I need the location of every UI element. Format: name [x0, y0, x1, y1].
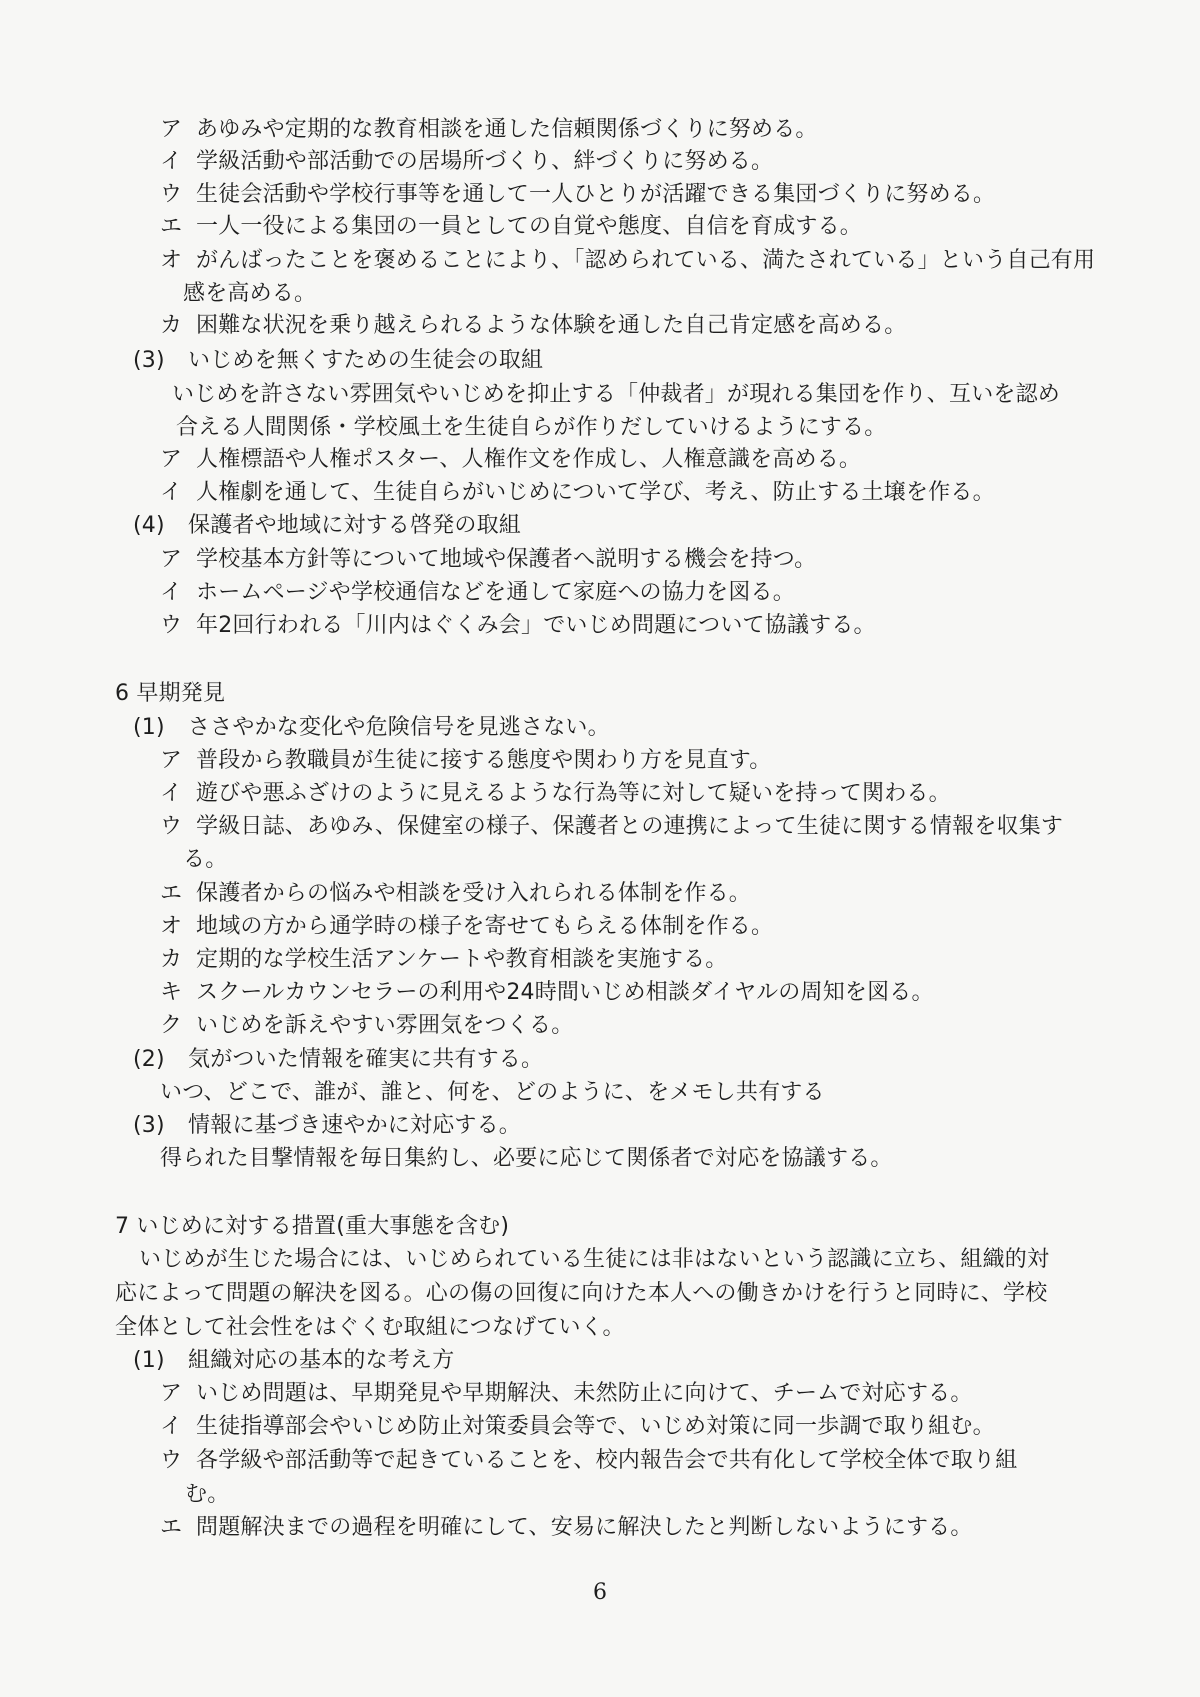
list-item-continuation: 感を高める。	[183, 281, 317, 306]
paragraph-line: いつ、どこで、誰が、誰と、何を、どのように、をメモし共有する	[160, 1080, 825, 1105]
list-item: ウ 年2回行われる「川内はぐくみ会」でいじめ問題について協議する。	[160, 613, 876, 638]
paragraph-line: いじめが生じた場合には、いじめられている生徒には非はないという認識に立ち、組織的対	[139, 1247, 1050, 1272]
subsection-heading: (4) 保護者や地域に対する啓発の取組	[133, 513, 522, 538]
subsection-heading: (3) 情報に基づき速やかに対応する。	[133, 1113, 522, 1138]
list-item: オ がんばったことを褒めることにより、「認められている、満たされている」という自己有用	[160, 248, 1096, 273]
list-item: ア いじめ問題は、早期発見や早期解決、未然防止に向けて、チームで対応する。	[160, 1381, 973, 1406]
list-item: キ スクールカウンセラーの利用や24時間いじめ相談ダイヤルの周知を図る。	[160, 980, 934, 1005]
list-item: イ 人権劇を通して、生徒自らがいじめについて学び、考え、防止する土壌を作る。	[160, 480, 995, 505]
list-item: ク いじめを訴えやすい雰囲気をつくる。	[160, 1013, 574, 1038]
list-item: イ ホームページや学校通信などを通して家庭への協力を図る。	[160, 580, 795, 605]
section-heading: 7 いじめに対する措置(重大事態を含む)	[115, 1214, 510, 1239]
subsection-heading: (1) 組織対応の基本的な考え方	[133, 1348, 455, 1373]
list-item: ウ 学級日誌、あゆみ、保健室の様子、保護者との連携によって生徒に関する情報を収集す	[160, 814, 1064, 839]
list-item: エ 一人一役による集団の一員としての自覚や態度、自信を育成する。	[160, 214, 863, 239]
list-item: カ 困難な状況を乗り越えられるような体験を通した自己肯定感を高める。	[160, 313, 907, 338]
list-item: ウ 各学級や部活動等で起きていることを、校内報告会で共有化して学校全体で取り組	[160, 1448, 1018, 1473]
list-item: エ 保護者からの悩みや相談を受け入れられる体制を作る。	[160, 881, 752, 906]
list-item: イ 生徒指導部会やいじめ防止対策委員会等で、いじめ対策に同一歩調で取り組む。	[160, 1414, 995, 1439]
subsection-heading: (2) 気がついた情報を確実に共有する。	[133, 1047, 544, 1072]
list-item-continuation: る。	[183, 847, 228, 872]
list-item: ア 学校基本方針等について地域や保護者へ説明する機会を持つ。	[160, 547, 817, 572]
paragraph-line: 得られた目撃情報を毎日集約し、必要に応じて関係者で対応を協議する。	[160, 1146, 893, 1171]
list-item: カ 定期的な学校生活アンケートや教育相談を実施する。	[160, 947, 728, 972]
list-item: ウ 生徒会活動や学校行事等を通して一人ひとりが活躍できる集団づくりに努める。	[160, 182, 996, 207]
page-number: 6	[593, 1580, 607, 1605]
list-item: ア 普段から教職員が生徒に接する態度や関わり方を見直す。	[160, 748, 772, 773]
paragraph-line: 合える人間関係・学校風土を生徒自らが作りだしていけるようにする。	[176, 415, 887, 440]
list-item-continuation: む。	[185, 1482, 230, 1507]
list-item: イ 遊びや悪ふざけのように見えるような行為等に対して疑いを持って関わる。	[160, 781, 951, 806]
list-item: ア 人権標語や人権ポスター、人権作文を作成し、人権意識を高める。	[160, 447, 862, 472]
list-item: オ 地域の方から通学時の様子を寄せてもらえる体制を作る。	[160, 914, 774, 939]
list-item: ア あゆみや定期的な教育相談を通した信頼関係づくりに努める。	[160, 117, 818, 142]
section-heading: 6 早期発見	[115, 681, 226, 706]
subsection-heading: (3) いじめを無くすための生徒会の取組	[133, 348, 544, 373]
paragraph-line: 全体として社会性をはぐくむ取組につなげていく。	[115, 1315, 625, 1340]
paragraph-line: 応によって問題の解決を図る。心の傷の回復に向けた本人への働きかけを行うと同時に、学校	[115, 1281, 1048, 1306]
list-item: イ 学級活動や部活動での居場所づくり、絆づくりに努める。	[160, 149, 774, 174]
list-item: エ 問題解決までの過程を明確にして、安易に解決したと判断しないようにする。	[160, 1515, 973, 1540]
paragraph-line: いじめを許さない雰囲気やいじめを抑止する「仲裁者」が現れる集団を作り、互いを認め	[172, 382, 1061, 407]
subsection-heading: (1) ささやかな変化や危険信号を見逃さない。	[133, 715, 610, 740]
